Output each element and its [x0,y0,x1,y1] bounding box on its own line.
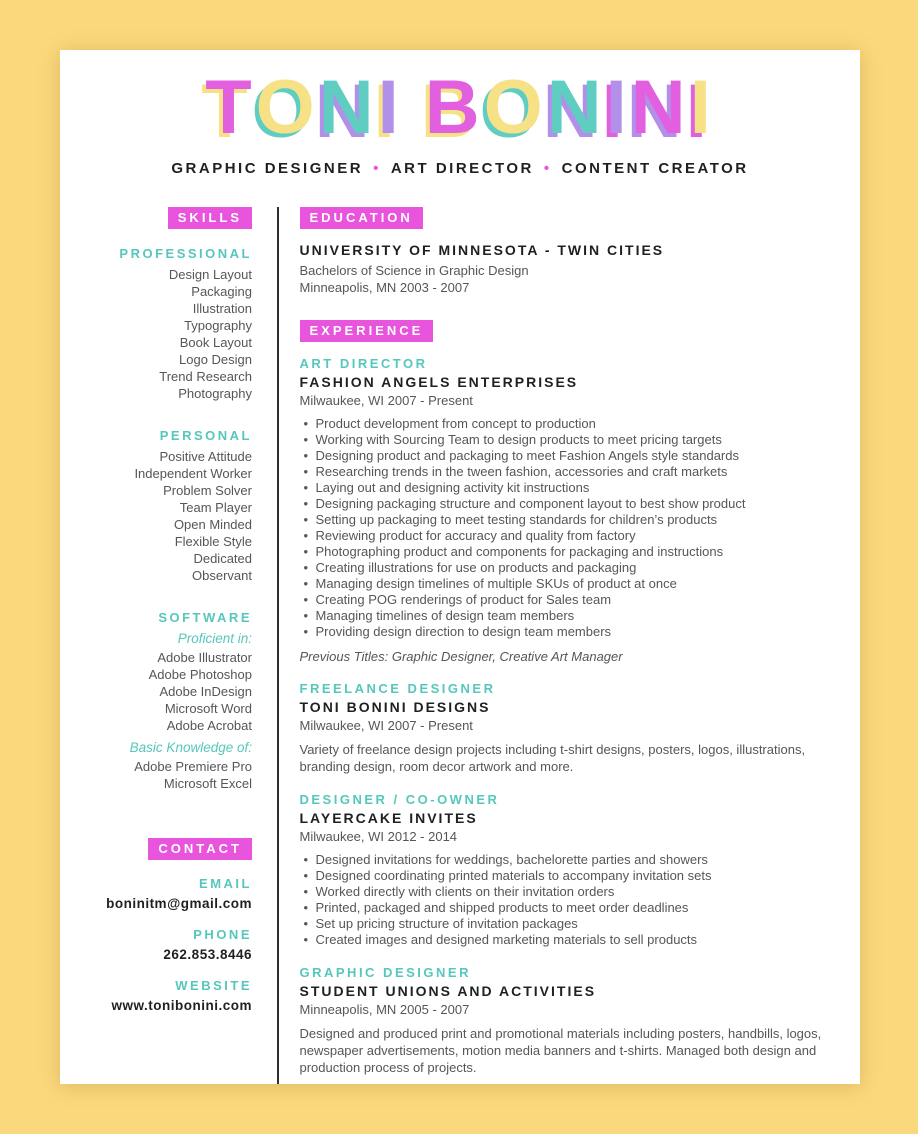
page-title [60,65,860,150]
job-location: Minneapolis, MN 2005 - 2007 [299,1002,470,1017]
job-company: TONI BONINI DESIGNS [299,699,491,715]
job-role: ART DIRECTOR [299,356,428,371]
sidebar-group-label: Proficient in: [177,631,252,646]
sidebar-skill-item: Positive Attitude [159,449,252,464]
job-bullet-list [300,852,860,948]
contact-section [90,838,252,1013]
title-letter: I [689,65,715,150]
job-bullet: • Printed, packaged and shipped products to meet order deadlines [300,900,860,916]
title-letter: T [205,65,256,150]
title-letter: N [546,65,606,150]
sidebar-skill-item: Illustration [192,301,252,316]
contact-value: boninitm@gmail.com [106,896,252,911]
job-bullet: • Reviewing product for accuracy and quality from factory [300,528,860,544]
job-paragraph: Designed and produced print and promotional materials including posters, handbills, logos, newspaper advertisements, motion media banners and t-shirts. Managed both design and production process of projects. [299,1026,822,1075]
job-location: Milwaukee, WI 2012 - 2014 [299,829,458,844]
job-bullet: • Photographing product and components for packaging and instructions [300,544,860,560]
subtitle-separator-dot: • [543,160,552,177]
job-bullet: • Laying out and designing activity kit instructions [300,480,860,496]
sidebar-skill-item: Open Minded [173,517,252,532]
title-letter: N [318,65,378,150]
sidebar-skill-item: Adobe Premiere Pro [134,759,252,774]
job-company: FASHION ANGELS ENTERPRISES [299,374,579,390]
job-role: FREELANCE DESIGNER [299,681,496,696]
sidebar-section-title: PROFESSIONAL [119,246,252,261]
sidebar-skill-item: Photography [178,386,252,401]
title-letter: O [255,65,319,150]
sidebar-skill-item: Team Player [179,500,252,515]
contact-value: 262.853.8446 [163,947,252,962]
sidebar-skill-item: Problem Solver [163,483,252,498]
subtitle-role: GRAPHIC DESIGNER [171,160,364,177]
sidebar-skill-item: Trend Research [159,369,252,384]
education-school: UNIVERSITY OF MINNESOTA - TWIN CITIES [299,242,665,258]
title-letter: O [483,65,547,150]
contact-label: EMAIL [199,876,252,891]
job-entry [300,681,860,775]
sidebar-skill-item: Dedicated [193,551,252,566]
title-letter: I [377,65,403,150]
education-degree: Bachelors of Science in Graphic Design [299,263,529,278]
column-divider [277,207,279,1084]
job-bullet: • Providing design direction to design team members [300,624,860,640]
title-letter: N [630,65,690,150]
main-column [300,207,860,1084]
job-bullet: • Set up pricing structure of invitation packages [300,916,860,932]
sidebar-skill-item: Book Layout [179,335,252,350]
subtitle-role: CONTENT CREATOR [561,160,749,177]
sidebar-skill-item: Microsoft Excel [163,776,252,791]
experience-entries [300,356,860,1076]
sidebar-skill-item: Adobe Photoshop [148,667,252,682]
job-entry [300,792,860,948]
contact-label: PHONE [193,927,252,942]
resume-header [60,50,860,177]
job-bullet: • Setting up packaging to meet testing standards for children’s products [300,512,860,528]
sidebar-skill-item: Adobe InDesign [159,684,252,699]
education-header: EDUCATION [300,207,423,229]
sidebar-skill-item: Observant [192,568,252,583]
contact-header: CONTACT [148,838,252,860]
job-entry [300,356,860,664]
job-bullet: • Designing product and packaging to meet Fashion Angels style standards [300,448,860,464]
sidebar-skill-item: Adobe Acrobat [166,718,252,733]
sidebar-section-title: PERSONAL [159,428,252,443]
sidebar-skill-item: Microsoft Word [164,701,252,716]
job-paragraph: Variety of freelance design projects including t-shirt designs, posters, logos, illustrations, branding design, room decor artwork and more. [299,742,806,774]
job-bullet-list [300,416,860,640]
job-bullet: • Designing packaging structure and component layout to best show product [300,496,860,512]
job-company: LAYERCAKE INVITES [299,810,478,826]
sidebar [90,207,252,1084]
sidebar-skill-item: Packaging [191,284,252,299]
contact-entries [90,876,252,1013]
contact-value: www.tonibonini.com [111,998,252,1013]
sidebar-group-label: Basic Knowledge of: [129,740,252,755]
job-bullet: • Managing timelines of design team members [300,608,860,624]
title-letter: I [605,65,631,150]
job-bullet: • Created images and designed marketing materials to sell products [300,932,860,948]
job-bullet: • Creating POG renderings of product for Sales team [300,592,860,608]
sidebar-skill-item: Logo Design [179,352,252,367]
job-location: Milwaukee, WI 2007 - Present [299,393,473,408]
contact-label: WEBSITE [175,978,252,993]
job-bullet: • Managing design timelines of multiple SKUs of product at once [300,576,860,592]
sidebar-skill-item: Design Layout [168,267,252,282]
content-columns [60,207,860,1084]
resume-page [60,50,860,1084]
experience-header: EXPERIENCE [300,320,434,342]
job-footnote: Previous Titles: Graphic Designer, Creative Art Manager [299,649,623,664]
job-role: DESIGNER / CO-OWNER [299,792,500,807]
skills-header: SKILLS [168,207,252,229]
job-location: Milwaukee, WI 2007 - Present [299,718,473,733]
job-company: STUDENT UNIONS AND ACTIVITIES [299,983,597,999]
education-location: Minneapolis, MN 2003 - 2007 [299,280,470,295]
job-bullet: • Working with Sourcing Team to design products to meet pricing targets [300,432,860,448]
education-entry [300,242,860,296]
job-bullet: • Designed invitations for weddings, bachelorette parties and showers [300,852,860,868]
subtitle-separator-dot: • [373,160,381,177]
subtitle-role: ART DIRECTOR [390,160,534,177]
job-bullet: • Researching trends in the tween fashion, accessories and craft markets [300,464,860,480]
sidebar-skill-item: Adobe Illustrator [157,650,252,665]
sidebar-skill-item: Flexible Style [174,534,252,549]
sidebar-skill-item: Independent Worker [134,466,252,481]
sidebar-skill-item: Typography [184,318,252,333]
job-bullet: • Creating illustrations for use on products and packaging [300,560,860,576]
job-entry [300,965,860,1076]
job-role: GRAPHIC DESIGNER [299,965,471,980]
job-bullet: • Designed coordinating printed materials to accompany invitation sets [300,868,860,884]
title-letter: B [424,65,484,150]
sidebar-section-title: SOFTWARE [158,610,252,625]
job-bullet: • Worked directly with clients on their invitation orders [300,884,860,900]
skills-sections [90,246,252,792]
job-bullet: • Product development from concept to production [300,416,860,432]
subtitle [60,160,860,177]
